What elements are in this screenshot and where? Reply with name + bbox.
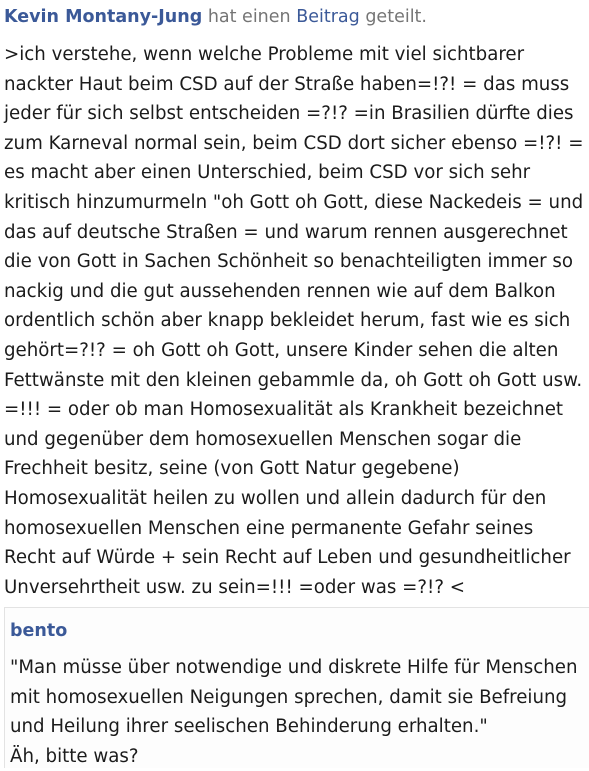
post-body-line: homosexuellen Menschen eine permanente Gefahr seines: [4, 517, 534, 539]
post-body-line: kritisch hinzumurmeln "oh Gott oh Gott, diese Nackedeis = und: [4, 191, 584, 213]
shared-text-line: mit homosexuellen Neigungen sprechen, damit sie Befreiung: [10, 686, 568, 708]
shared-text-line: "Man müsse über notwendige und diskrete Hilfe für Menschen: [10, 657, 578, 678]
post-action-prefix: hat einen: [207, 7, 291, 27]
post-action-suffix: geteilt.: [365, 7, 427, 27]
post-header: [4, 5, 427, 29]
post-body-line: nackig und die gut aussehenden rennen wie auf dem Balkon: [4, 280, 556, 302]
post-author-link[interactable]: Kevin Montany-Jung: [4, 7, 203, 27]
post-body-line: zum Karneval normal sein, beim CSD dort sicher ebenso =!?! =: [4, 132, 584, 154]
post-body-line: ordentlich schön aber knapp bekleidet herum, fast wie es sich: [4, 310, 571, 332]
post-body-line: Fettwänste mit den kleinen gebammle da, oh Gott oh Gott usw.: [4, 369, 583, 391]
post-body-line: Recht auf Würde + sein Recht auf Leben und gesundheitlicher: [4, 547, 571, 569]
post-body-line: das auf deutsche Straßen = und warum rennen ausgerechnet: [4, 221, 568, 243]
shared-author-link[interactable]: bento: [10, 621, 68, 641]
post-body-line: es macht aber einen Unterschied, beim CSD vor sich sehr: [4, 162, 531, 184]
post-body-line: Unversehrtheit usw. zu sein=!!! =oder was =?!? <: [4, 576, 466, 598]
post-body-line: jeder für sich selbst entscheiden =?!? =in Brasilien dürfte dies: [4, 103, 574, 125]
shared-text-line: und Heilung ihrer seelischen Behinderung erhalten.": [10, 716, 488, 738]
shared-text-line: Äh, bitte was?: [10, 745, 139, 767]
post-body: [4, 40, 589, 602]
post-body-line: nackter Haut beim CSD auf der Straße haben=!?! = das muss: [4, 73, 570, 95]
post-body-line: Homosexualität heilen zu wollen und allein dadurch für den: [4, 487, 547, 509]
post-link[interactable]: Beitrag: [296, 7, 360, 27]
shared-content-box[interactable]: [4, 607, 589, 768]
post-body-line: =!!! = oder ob man Homosexualität als Krankheit bezeichnet: [4, 399, 564, 421]
shared-text: [10, 653, 589, 771]
post-body-line: die von Gott in Sachen Schönheit so benachteiligten immer so: [4, 251, 574, 273]
post-body-line: >ich verstehe, wenn welche Probleme mit viel sichtbarer: [4, 44, 525, 65]
post-body-line: Frechheit besitz, seine (von Gott Natur gegebene): [4, 458, 460, 480]
post-body-line: und gegenüber dem homosexuellen Menschen sogar die: [4, 428, 522, 450]
post-body-line: gehört=?!? = oh Gott oh Gott, unsere Kinder sehen die alten: [4, 339, 559, 361]
